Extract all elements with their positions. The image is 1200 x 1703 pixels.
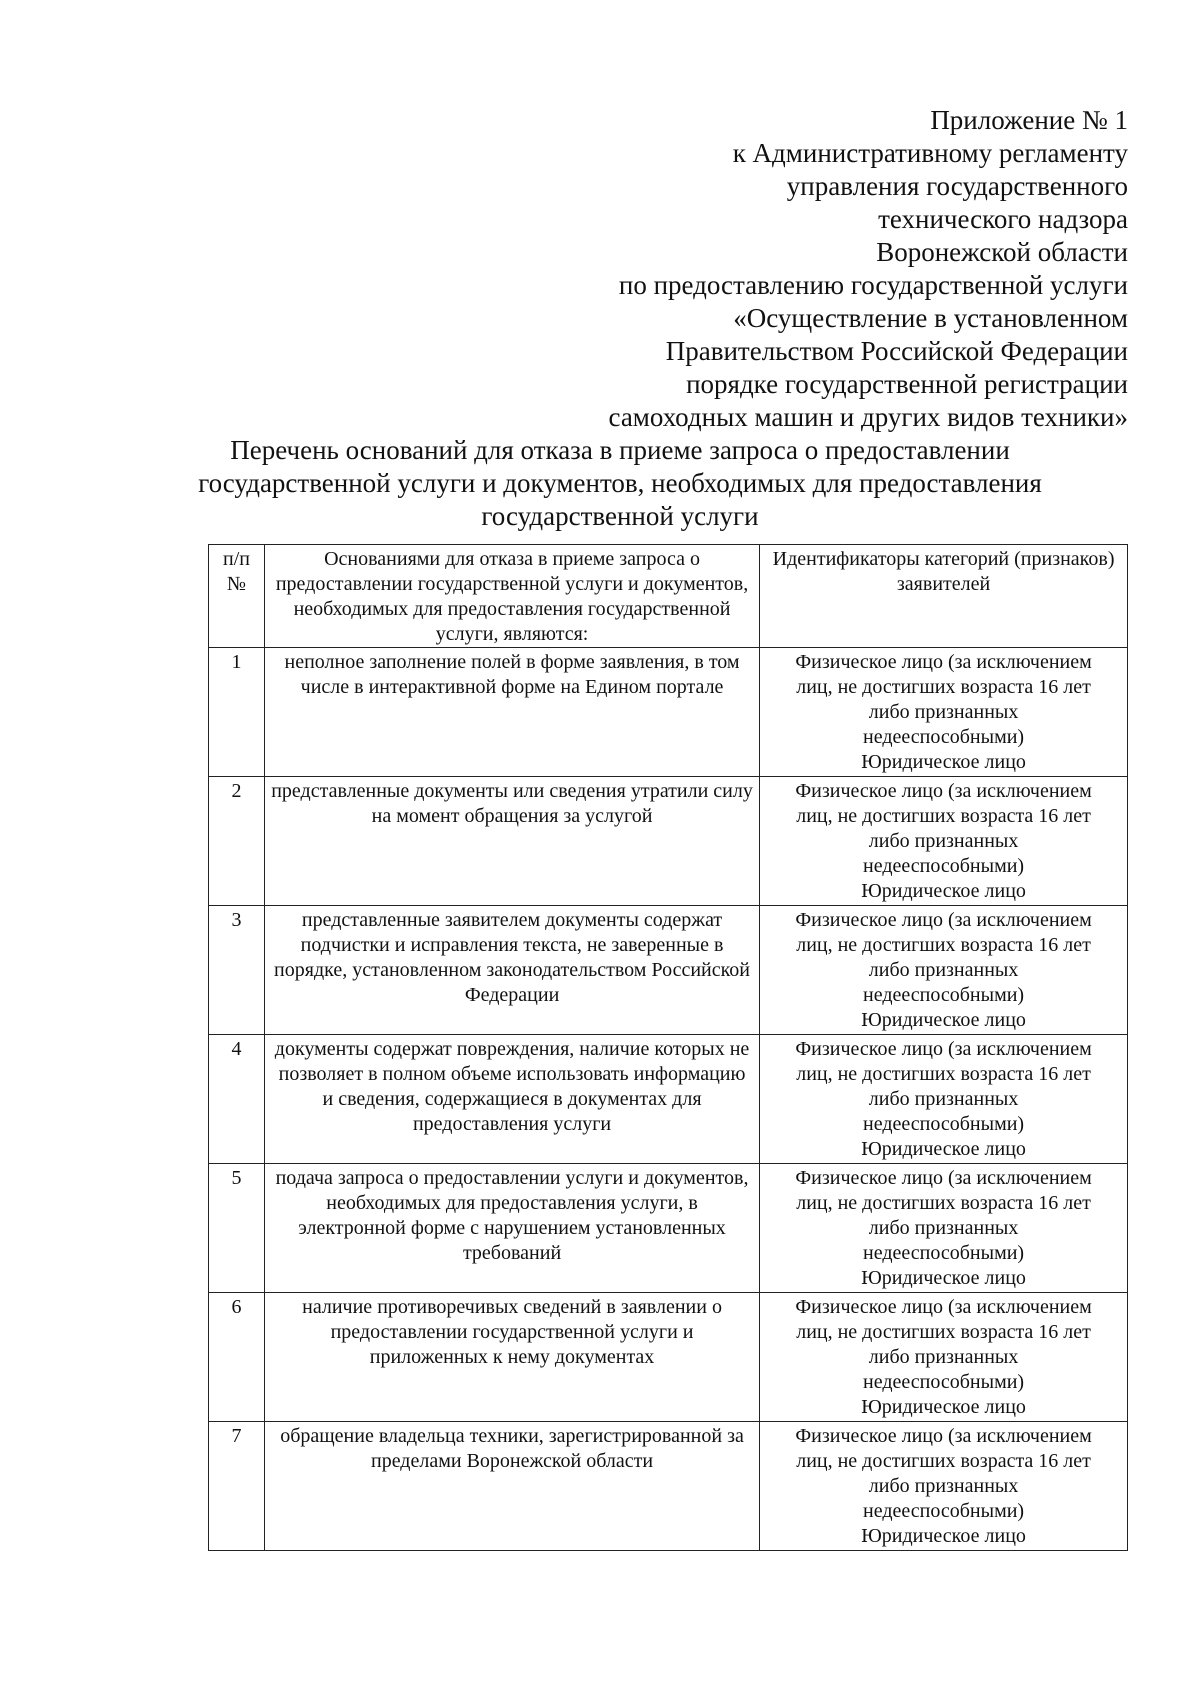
table-row [209,777,1128,906]
appendix-line: «Осуществление в установленном [733,303,1128,333]
row-identifiers [760,906,1128,1035]
row-reason: представленные документы или сведения утратили силу на момент обращения за услугой [264,777,759,906]
row-identifiers [760,648,1128,777]
title-line: государственной услуги и документов, необходимых для предоставления [198,468,1042,498]
row-identifiers [760,1422,1128,1551]
identifier-line: Физическое лицо (за исключением [795,1296,1092,1318]
appendix-header [368,104,1128,434]
row-number: 7 [209,1422,265,1551]
appendix-line: технического надзора [878,204,1128,234]
identifier-line: лиц, не достигших возраста 16 лет [796,1450,1091,1472]
appendix-line: самоходных машин и других видов техники» [608,402,1128,432]
table-row [209,1293,1128,1422]
row-number: 5 [209,1164,265,1293]
title-line: Перечень оснований для отказа в приеме запроса о предоставлении [230,435,1010,465]
row-identifiers [760,1293,1128,1422]
row-number: 2 [209,777,265,906]
row-number: 1 [209,648,265,777]
appendix-line: управления государственного [786,171,1128,201]
appendix-line: Правительством Российской Федерации [665,336,1128,366]
identifier-line: недееспособными) [863,726,1025,748]
identifier-line: лиц, не достигших возраста 16 лет [796,934,1091,956]
identifier-line: Физическое лицо (за исключением [795,1425,1092,1447]
title-line: государственной услуги [481,501,759,531]
header-number-line1: п/п [222,548,250,570]
identifier-line: Юридическое лицо [861,1525,1026,1547]
identifier-line: Физическое лицо (за исключением [795,1038,1092,1060]
refusal-reasons-table [208,544,1128,1551]
identifier-line: Юридическое лицо [861,1009,1026,1031]
identifier-line: недееспособными) [863,1113,1025,1135]
identifier-line: либо признанных [868,1346,1019,1368]
row-reason: наличие противоречивых сведений в заявлении о предоставлении государственной услуги и приложенных к нему документах [264,1293,759,1422]
table-row [209,1422,1128,1551]
identifier-line: Физическое лицо (за исключением [795,909,1092,931]
identifier-line: лиц, не достигших возраста 16 лет [796,676,1091,698]
identifier-line: лиц, не достигших возраста 16 лет [796,805,1091,827]
identifier-line: недееспособными) [863,855,1025,877]
row-reason: подача запроса о предоставлении услуги и документов, необходимых для предоставления услуги, в электронной форме с нарушением установленных требований [264,1164,759,1293]
identifier-line: недееспособными) [863,984,1025,1006]
header-identifiers: Идентификаторы категорий (признаков) заявителей [760,545,1128,648]
table-row [209,648,1128,777]
row-identifiers [760,1164,1128,1293]
identifier-line: недееспособными) [863,1371,1025,1393]
appendix-line: по предоставлению государственной услуги [618,270,1128,300]
identifier-line: либо признанных [868,701,1019,723]
row-reason: документы содержат повреждения, наличие которых не позволяет в полном объеме использовать информацию и сведения, содержащиеся в документах для предоставления услуги [264,1035,759,1164]
identifier-line: либо признанных [868,1475,1019,1497]
identifier-line: недееспособными) [863,1500,1025,1522]
identifier-line: Юридическое лицо [861,1396,1026,1418]
row-identifiers [760,1035,1128,1164]
table-row [209,1035,1128,1164]
header-number-line2: № [226,573,247,595]
identifier-line: Юридическое лицо [861,880,1026,902]
identifier-line: лиц, не достигших возраста 16 лет [796,1192,1091,1214]
table-body [209,648,1128,1551]
identifier-line: Юридическое лицо [861,751,1026,773]
identifier-line: либо признанных [868,830,1019,852]
appendix-line: к Административному регламенту [732,138,1128,168]
row-reason: неполное заполнение полей в форме заявления, в том числе в интерактивной форме на Едином портале [264,648,759,777]
identifier-line: лиц, не достигших возраста 16 лет [796,1321,1091,1343]
appendix-line: порядке государственной регистрации [686,369,1128,399]
identifier-line: Физическое лицо (за исключением [795,1167,1092,1189]
row-number: 3 [209,906,265,1035]
identifier-line: Юридическое лицо [861,1267,1026,1289]
identifier-line: недееспособными) [863,1242,1025,1264]
identifier-line: Юридическое лицо [861,1138,1026,1160]
row-identifiers [760,777,1128,906]
identifier-line: либо признанных [868,959,1019,981]
appendix-line: Воронежской области [876,237,1128,267]
row-number: 4 [209,1035,265,1164]
appendix-line: Приложение № 1 [930,105,1128,135]
identifier-line: либо признанных [868,1088,1019,1110]
identifier-line: либо признанных [868,1217,1019,1239]
row-reason: обращение владельца техники, зарегистрированной за пределами Воронежской области [264,1422,759,1551]
table-row [209,1164,1128,1293]
header-reason: Основаниями для отказа в приеме запроса о предоставлении государственной услуги и документов, необходимых для предоставления государственной услуги, являются: [264,545,759,648]
table-header-row [209,545,1128,648]
row-reason: представленные заявителем документы содержат подчистки и исправления текста, не заверенные в порядке, установленном законодательством Российской Федерации [264,906,759,1035]
identifier-line: лиц, не достигших возраста 16 лет [796,1063,1091,1085]
identifier-line: Физическое лицо (за исключением [795,651,1092,673]
row-number: 6 [209,1293,265,1422]
table-row [209,906,1128,1035]
document-title [190,434,1050,533]
identifier-line: Физическое лицо (за исключением [795,780,1092,802]
header-number [209,545,265,648]
